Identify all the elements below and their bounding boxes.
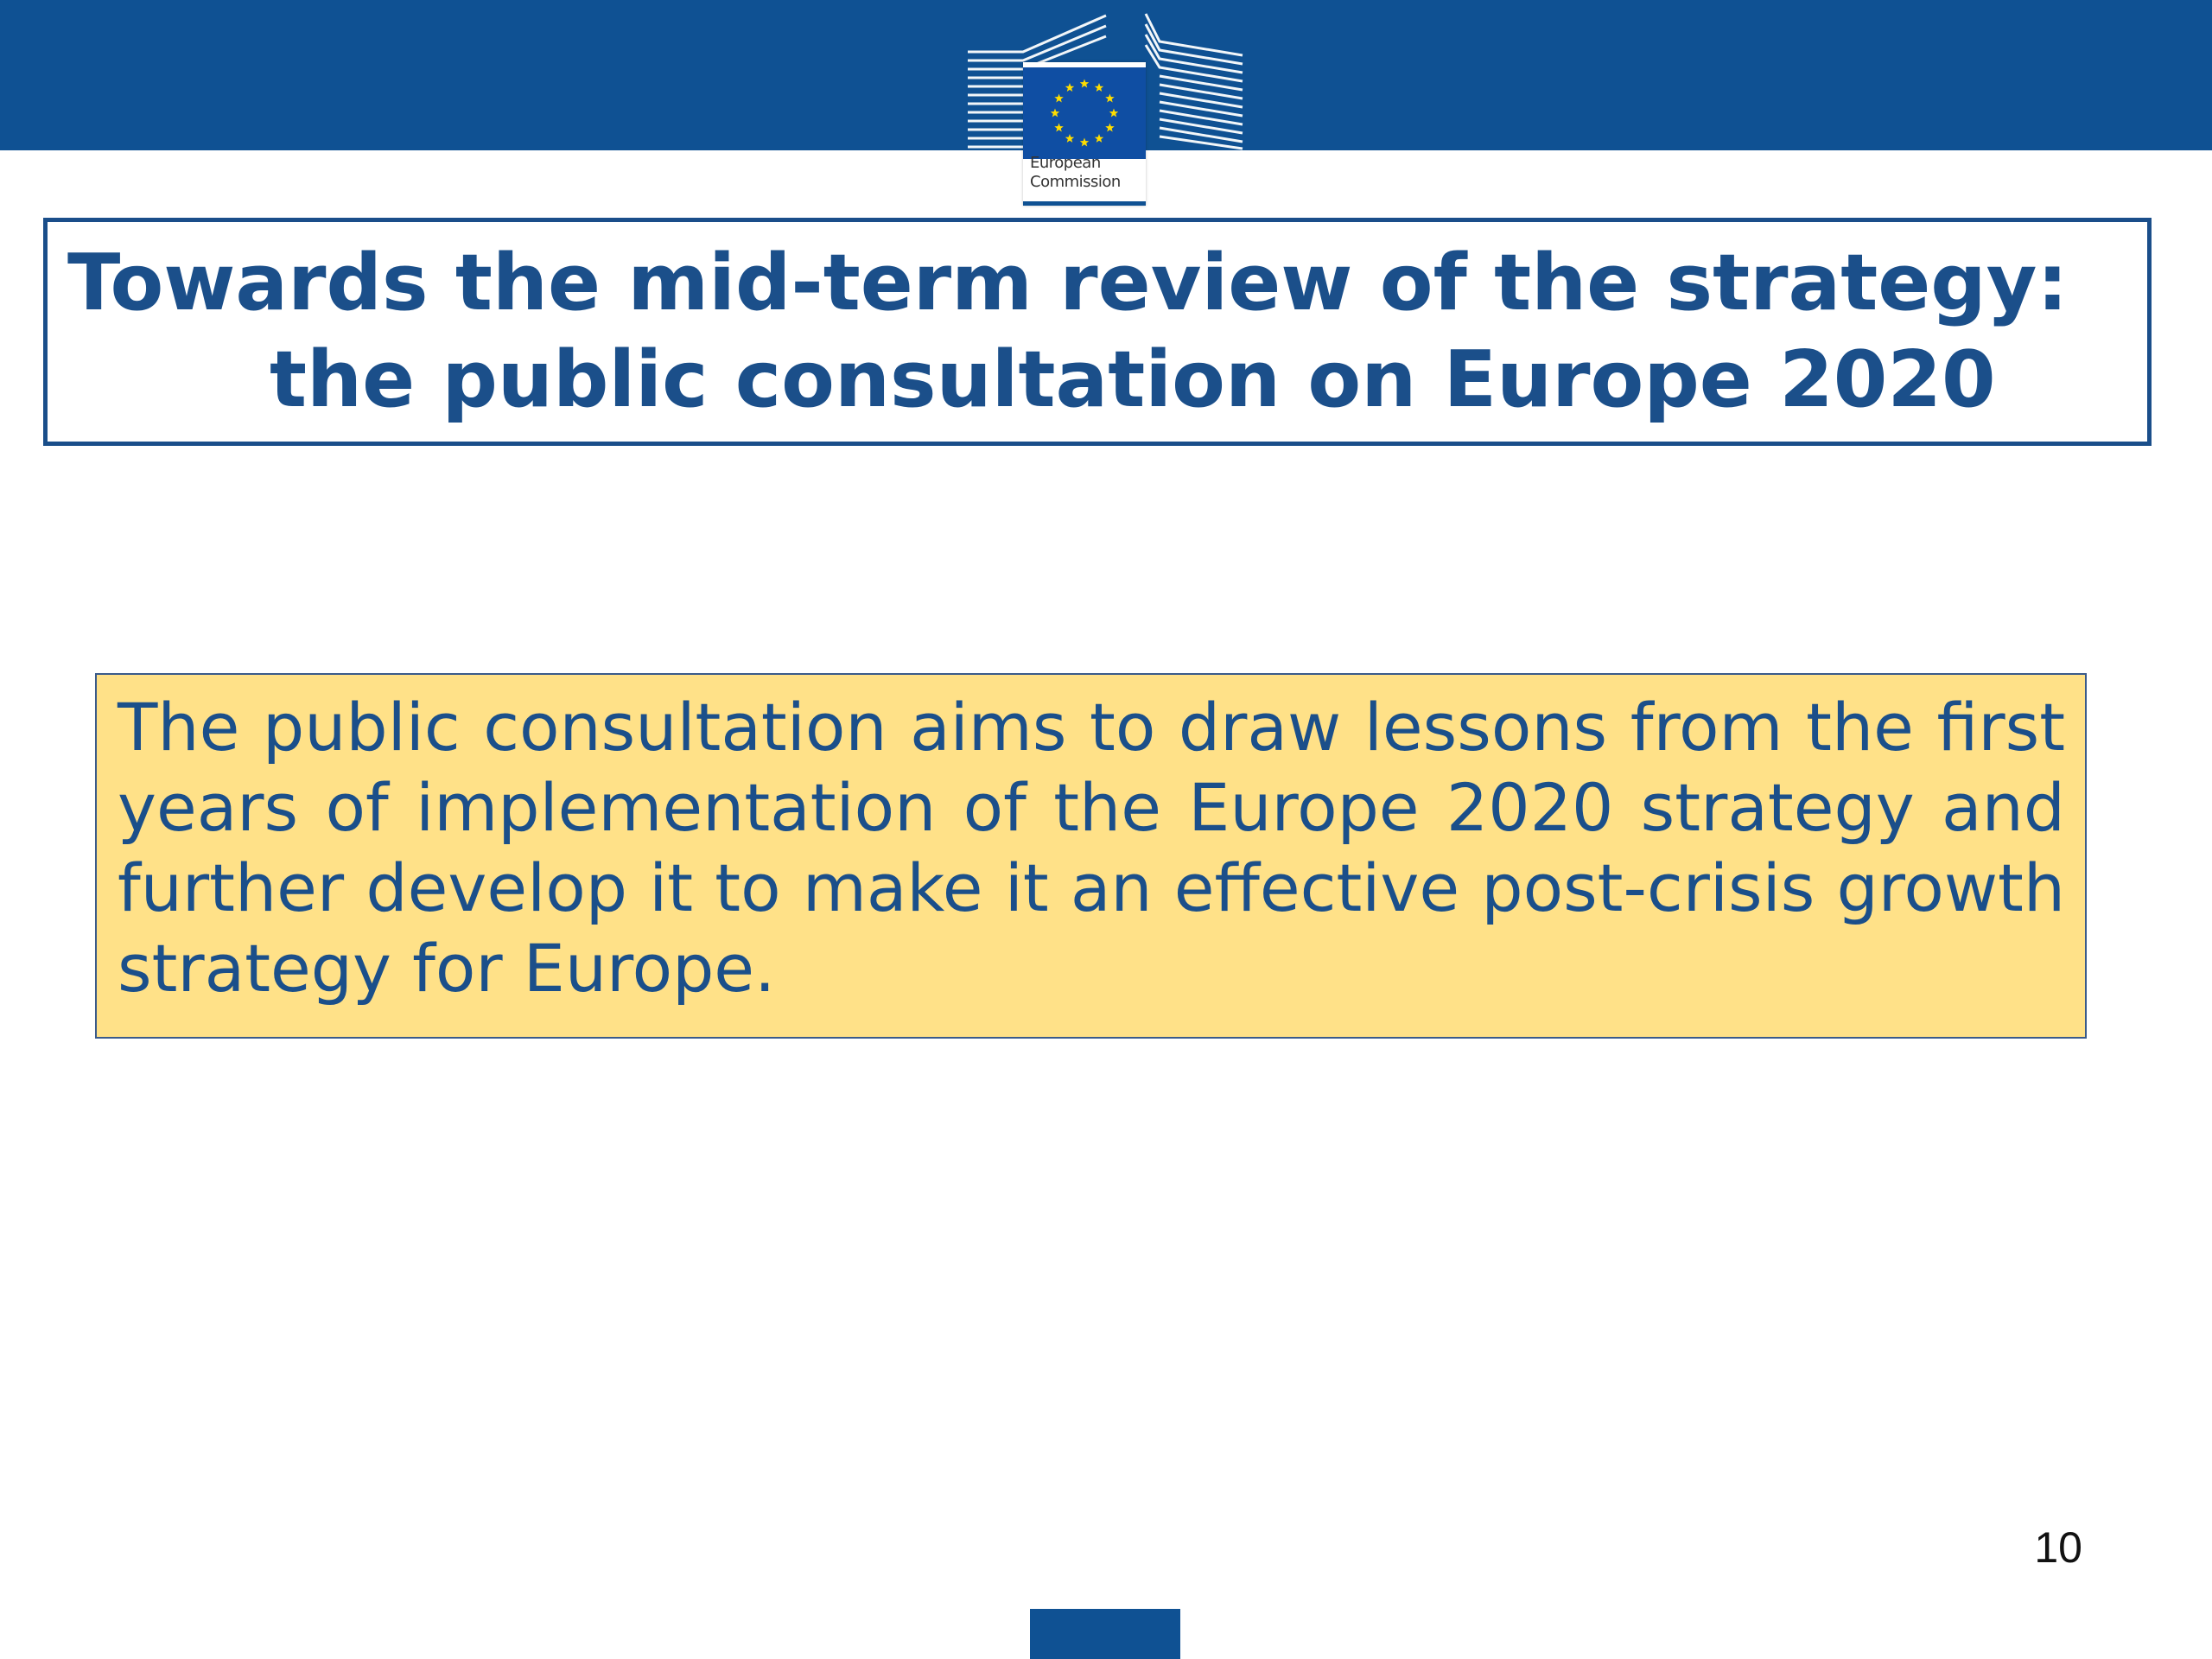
body-paragraph: The public consultation aims to draw lessons from the first years of implementation of the Europe 2020 strategy and further develop it to make it an effective post-crisis growth strategy for Europe. — [118, 689, 2065, 1007]
eu-flag-icon — [1023, 67, 1146, 159]
logo-text — [1030, 154, 1142, 192]
logo-line-commission: Commission — [1030, 173, 1121, 191]
page-number: 10 — [2034, 1523, 2082, 1572]
eu-star-icon — [1095, 83, 1103, 92]
slide-title-line-2: the public consultation on Europe 2020 — [270, 334, 1996, 425]
eu-star-icon — [1065, 83, 1074, 92]
eu-star-icon — [1080, 79, 1089, 88]
logo-underline — [1023, 201, 1146, 206]
eu-star-icon — [1080, 138, 1089, 147]
logo-line-european: European — [1030, 154, 1101, 172]
eu-star-icon — [1051, 109, 1059, 118]
eu-star-icon — [1054, 124, 1063, 132]
eu-star-icon — [1095, 134, 1103, 143]
logo-card — [1023, 62, 1146, 206]
eu-star-icon — [1065, 134, 1074, 143]
footer-tab — [1030, 1609, 1180, 1659]
slide-title-line-1: Towards the mid-term review of the strategy: — [67, 238, 2069, 328]
eu-star-icon — [1054, 94, 1063, 103]
eu-star-icon — [1105, 124, 1114, 132]
eu-star-icon — [1105, 94, 1114, 103]
eu-star-icon — [1109, 109, 1118, 118]
